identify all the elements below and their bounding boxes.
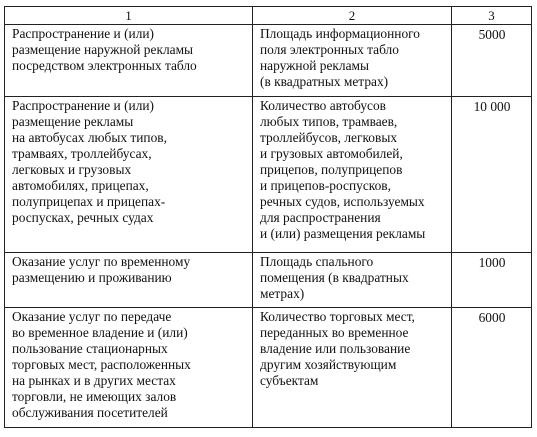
value-cell: 5000 [452, 25, 532, 97]
table-row [5, 25, 532, 97]
activity-cell: Распространение и (или) размещение наружной рекламы посредством электронных табло [5, 25, 253, 97]
indicator-cell: Площадь информационного поля электронных табло наружной рекламы (в квадратных метрах) [253, 25, 452, 97]
table-row [5, 308, 532, 428]
table-row [5, 253, 532, 308]
indicator-cell: Количество торговых мест, переданных во временное владение или пользование другим хозяйствующим субъектам [253, 308, 452, 428]
value-cell: 6000 [452, 308, 532, 428]
tax-rate-table [4, 6, 532, 428]
column-header-indicator: 2 [253, 7, 452, 25]
activity-cell: Оказание услуг по временному размещению и проживанию [5, 253, 253, 308]
activity-cell: Оказание услуг по передаче во временное владение и (или) пользование стационарных торговых мест, расположенных на рынках и в других местах торговли, не имеющих залов обслуживания посетителей [5, 308, 253, 428]
column-header-value: 3 [452, 7, 532, 25]
column-header-activity: 1 [5, 7, 253, 25]
indicator-cell: Площадь спального помещения (в квадратных метрах) [253, 253, 452, 308]
value-cell: 10 000 [452, 97, 532, 253]
table-header-row [5, 7, 532, 25]
indicator-cell: Количество автобусов любых типов, трамваев, троллейбусов, легковых и грузовых автомобилей, прицепов, полуприцепов и прицепов-роспусков, речных судов, используемых для распространения и (или) размещения рекламы [253, 97, 452, 253]
activity-cell: Распространение и (или) размещение рекламы на автобусах любых типов, трамваях, троллейбусах, легковых и грузовых автомобилях, прицепах, полуприцепах и прицепах- роспусках, речных судах [5, 97, 253, 253]
value-cell: 1000 [452, 253, 532, 308]
table-row [5, 97, 532, 253]
